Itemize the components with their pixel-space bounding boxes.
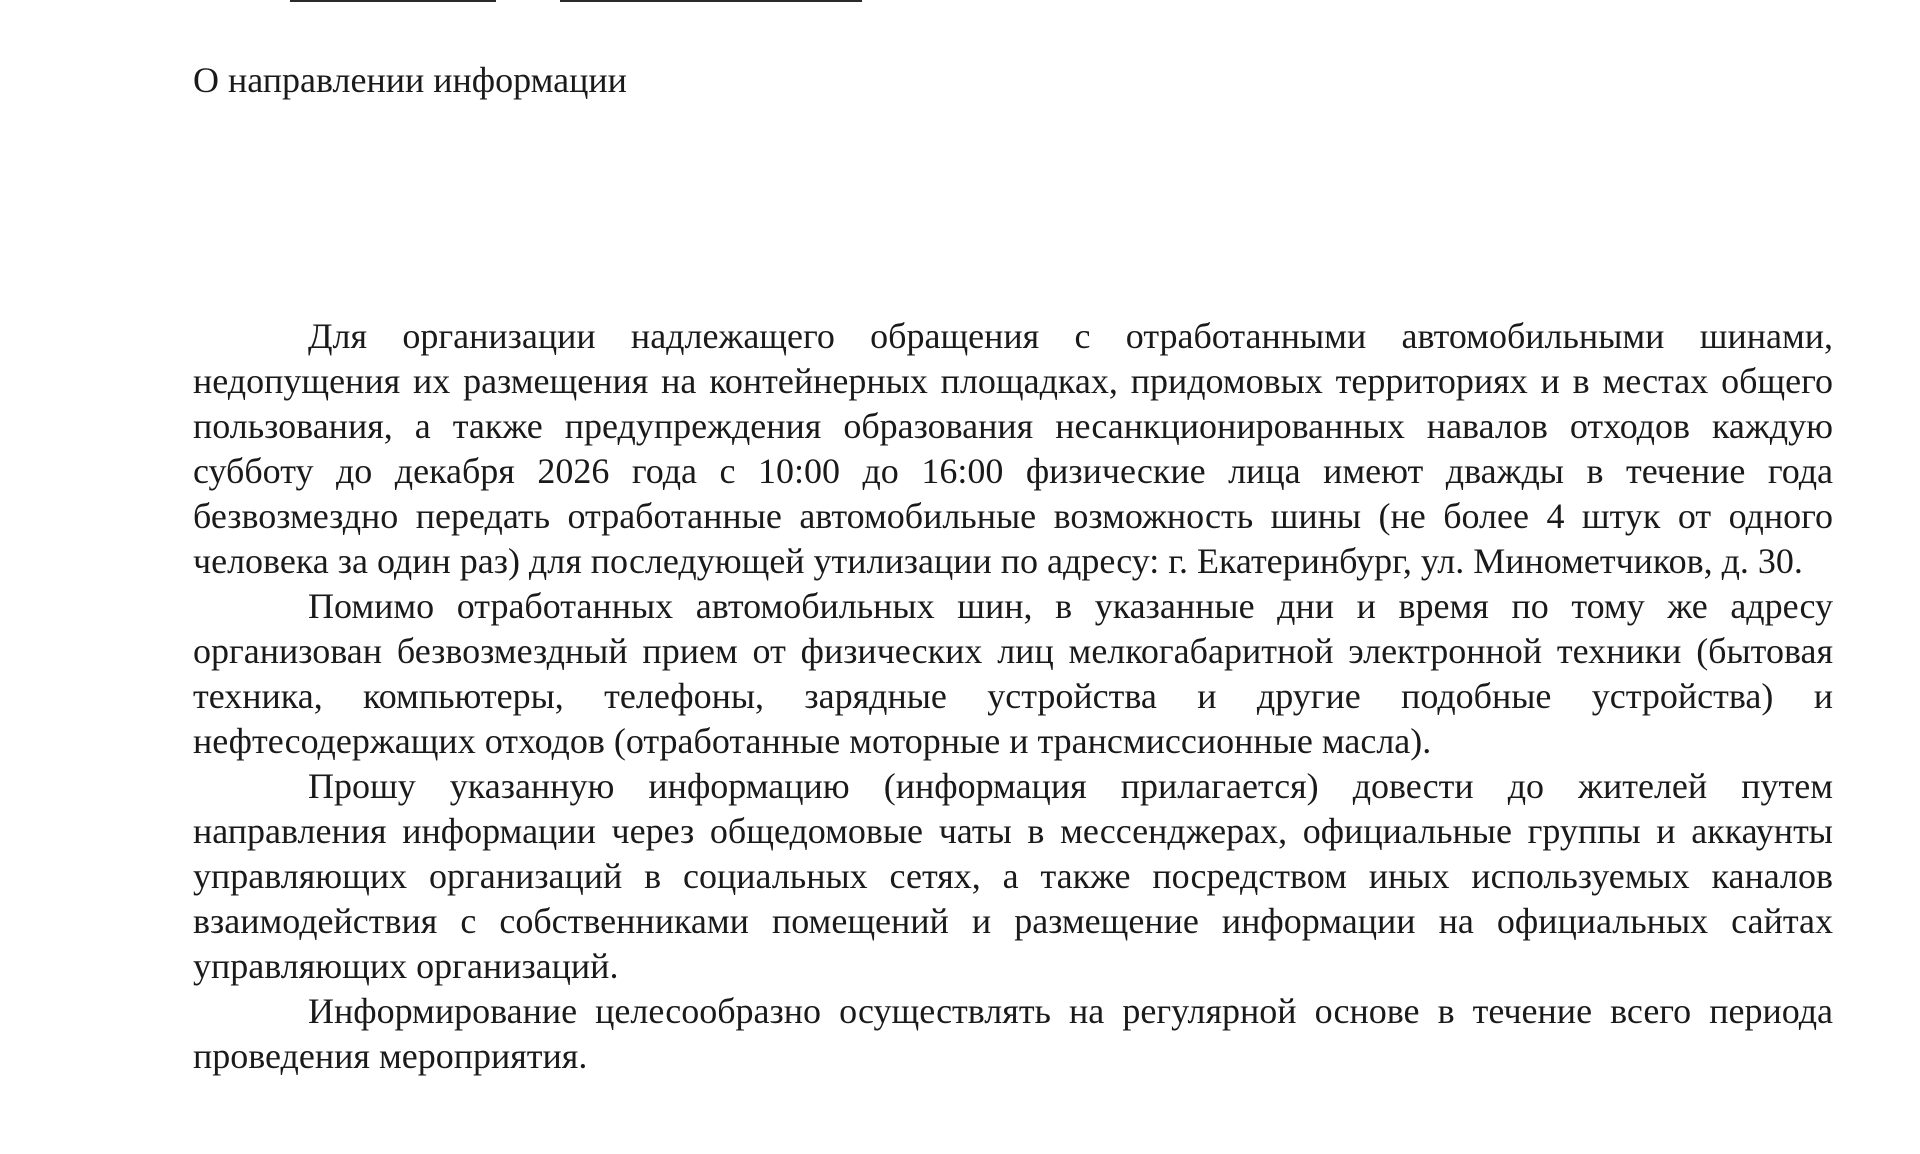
date-blank-line [290, 0, 496, 2]
body-paragraph-3: Прошу указанную информацию (информация прилагается) довести до жителей путем направления информации через общедомовые чаты в мессенджерах, официальные группы и аккаунты управляющих организаций в социальных сетях, а также посредством иных используемых каналов взаимодействия с собственниками помещений и размещение информации на официальных сайтах управляющих организаций. [193, 766, 1833, 986]
document-body [193, 314, 1833, 1079]
body-paragraph-2: Помимо отработанных автомобильных шин, в указанные дни и время по тому же адресу организован безвозмездный прием от физических лиц мелкогабаритной электронной техники (бытовая техника, компьютеры, телефоны, зарядные устройства и другие подобные устройства) и нефтесодержащих отходов (отработанные моторные и трансмиссионные масла). [193, 586, 1833, 761]
document-subject: О направлении информации [193, 60, 627, 100]
number-blank-line [560, 0, 862, 2]
body-paragraph-4: Информирование целесообразно осуществлять на регулярной основе в течение всего периода проведения мероприятия. [193, 991, 1833, 1076]
body-paragraph-1: Для организации надлежащего обращения с отработанными автомобильными шинами, недопущения их размещения на контейнерных площадках, придомовых территориях и в местах общего пользования, а также предупреждения образования несанкционированных навалов отходов каждую субботу до декабря 2026 года с 10:00 до 16:00 физические лица имеют дважды в течение года безвозмездно передать отработанные автомобильные возможность шины (не более 4 штук от одного человека за один раз) для последующей утилизации по адресу: г. Екатеринбург, ул. Минометчиков, д. 30. [193, 316, 1833, 581]
